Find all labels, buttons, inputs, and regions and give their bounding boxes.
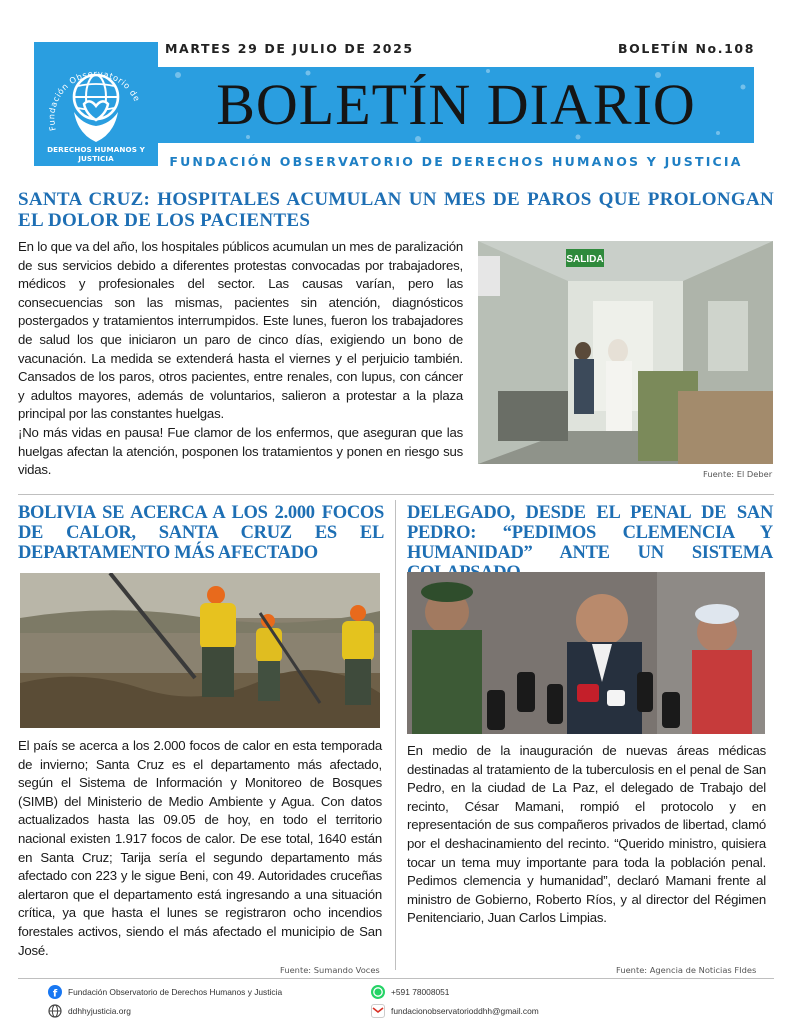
article3-source: Fuente: Agencia de Noticias FIdes [616,965,757,975]
facebook-label[interactable]: Fundación Observatorio de Derechos Humanos y Justicia [68,987,283,997]
article2-headline: BOLIVIA SE ACERCA A LOS 2.000 FOCOS DE CALOR, SANTA CRUZ ES EL DEPARTAMENTO MÁS AFECTADO [18,503,384,563]
article1-body [18,238,463,480]
bulletin-number: BOLETÍN No.108 [618,41,755,56]
title-band [158,67,754,143]
article2-source: Fuente: Sumando Voces [280,965,380,975]
svg-text:Fundación Observatorio de [46,68,142,131]
press-conference-photo [407,572,765,734]
email-label[interactable]: fundacionobservatorioddhh@gmail.com [391,1006,539,1016]
column-divider [395,500,396,970]
foundation-logo [34,42,158,166]
article1-paragraph1: En lo que va del año, los hospitales públicos acumulan un mes de paralización de sus servicios debido a diferentes protestas convocadas por trabajadores, médicos y profesionales del sector. Las causas varían, pero las consecuencias son las mismas, pacientes sin atención, diagnósticos postergados y tratamientos interrumpidos. Este lunes, fueron los trabajadores de salud los que iniciaron un paro de cinco días, exigiendo un bono de vacunación. La medida se extenderá hasta el viernes y el perjuicio también. Cansados de los paros, otros pacientes, entre renales, con lupus, con cáncer y adultos mayores, además de voluntarios, salieron a protestar a la plaza principal por las constantes huelgas. [18,239,463,422]
globe-icon [48,1004,62,1018]
article2-body: El país se acerca a los 2.000 focos de calor en esta temporada de invierno; Santa Cruz es el departamento más afectado, según el Sistema de Información y Monitoreo de Bosques (SIMB) del Ministerio de Medio Ambiente y Agua. Con datos actualizados hasta las 09.05 de hoy, en todo el territorio nacional existen 1.917 focos de calor. De ese total, 1640 están en Santa Cruz; Tarija sería el segundo departamento más afectado con 223 y le sigue Beni, con 49. Autoridades cruceñas alertaron que el departamento está ingresando a una situación crítica, ya que hasta el lunes se registraron ocho incendios forestales activos, siendo el más afectado el municipio de San José. [18,738,382,958]
firefighters-photo [20,573,380,728]
website-label[interactable]: ddhhyjusticia.org [68,1006,131,1016]
logo-caption: DERECHOS HUMANOS Y JUSTICIA [47,145,145,163]
salida-sign: SALIDA [566,254,604,265]
footer-divider [18,978,774,979]
bulletin-title: BOLETÍN DIARIO [216,72,696,137]
article3-body: En medio de la inauguración de nuevas áreas médicas destinadas al tratamiento de la tuberculosis en el penal de San Pedro, en la ciudad de La Paz, el delegado de Trabajo del recinto, César Mamani, rompió el protocolo y en representación de sus compañeros privados de libertad, clamó por el deshacinamiento del recinto. “Querido ministro, quisiera tocar un tema muy importante para toda la población penal. Pedimos clemencia y humanidad”, declaró Mamani frente al ministro de Gobierno, Roberto Ríos, y al director del Régimen Penitenciario, Juan Carlos Limpias. [407,743,766,926]
footer-facebook[interactable] [48,985,282,999]
issue-date: MARTES 29 DE JULIO DE 2025 [165,41,414,56]
article1-headline: SANTA CRUZ: HOSPITALES ACUMULAN UN MES DE PAROS QUE PROLONGAN EL DOLOR DE LOS PACIENTES [18,189,774,231]
article1-paragraph2: ¡No más vidas en pausa! Fue clamor de los enfermos, que aseguran que las huelgas afectan la atención, posponen los tratamientos y ponen en riesgo sus vidas. [18,424,463,478]
whatsapp-icon [371,985,385,999]
footer-email[interactable] [371,1004,539,1018]
article3-headline: DELEGADO, DESDE EL PENAL DE SAN PEDRO: “PEDIMOS CLEMENCIA Y HUMANIDAD” ANTE UN SISTEMA [407,503,773,563]
section-divider [18,494,774,495]
foundation-subtitle: FUNDACIÓN OBSERVATORIO DE DERECHOS HUMANOS Y JUSTICIA [169,154,743,169]
article1-source: Fuente: El Deber [703,469,773,479]
gmail-icon [371,1004,385,1018]
footer-website[interactable] [48,1004,131,1018]
logo-arc-text: Fundación Observatorio de [46,68,143,132]
phone-label[interactable]: +591 78008051 [391,987,450,997]
hospital-photo [478,241,773,464]
svg-text:f: f [52,988,58,999]
facebook-icon [48,985,62,999]
footer-phone[interactable] [371,985,449,999]
